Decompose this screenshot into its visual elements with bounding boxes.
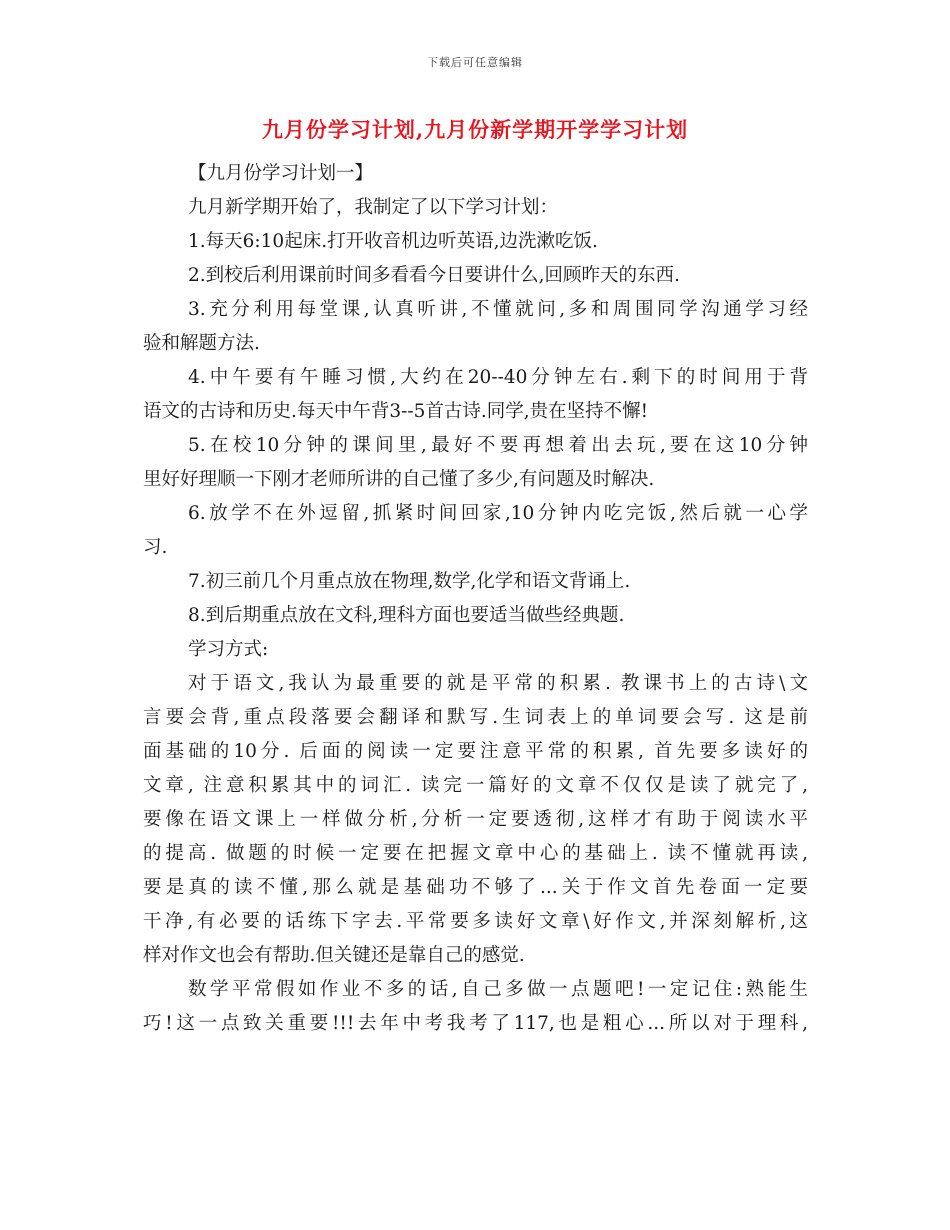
text-line: 4.中午要有午睡习惯,大约在20--40分钟左右.剩下的时间用于背 (188, 367, 808, 388)
text-line: 验和解题方法. (143, 333, 260, 354)
text-line: 巧!这一点致关重要!!!去年中考我考了117,也是粗心...所以对于理科, (143, 1013, 808, 1034)
text-line: 学习方式: (188, 639, 269, 660)
text-line: 1.每天6:10起床.打开收音机边听英语,边洗漱吃饭. (188, 231, 598, 252)
text-line: 8.到后期重点放在文科,理科方面也要适当做些经典题. (188, 605, 625, 626)
text-line: 言要会背,重点段落要会翻译和默写.生词表上的单词要会写. 这是前 (143, 707, 808, 728)
text-line: 干净,有必要的话练下字去.平常要多读好文章\好作文,并深刻解析,这 (143, 911, 808, 932)
text-line: 文章, 注意积累其中的词汇. 读完一篇好的文章不仅仅是读了就完了, (143, 775, 808, 796)
text-line: 九月新学期开始了，我制定了以下学习计划： (188, 197, 559, 218)
text-line: 样对作文也会有帮助.但关键还是靠自己的感觉. (143, 945, 525, 966)
text-line: 7.初三前几个月重点放在物理,数学,化学和语文背诵上. (188, 571, 631, 592)
text-line: 习. (143, 537, 168, 558)
text-line: 5.在校10分钟的课间里,最好不要再想着出去玩,要在这10分钟 (188, 435, 808, 456)
text-line: 对于语文,我认为最重要的就是平常的积累. 教课书上的古诗\文 (188, 673, 808, 694)
text-line: 【九月份学习计划一】 (188, 163, 374, 184)
text-line: 6.放学不在外逗留,抓紧时间回家,10分钟内吃完饭,然后就一心学 (188, 503, 808, 524)
text-line: 语文的古诗和历史.每天中午背3--5首古诗.同学,贵在坚持不懈! (143, 401, 649, 422)
document-body (143, 157, 808, 1041)
text-line: 3.充分利用每堂课,认真听讲,不懂就问,多和周围同学沟通学习经 (188, 299, 808, 320)
text-line: 数学平常假如作业不多的话,自己多做一点题吧!一定记住:熟能生 (188, 979, 808, 1000)
text-line: 2.到校后利用课前时间多看看今日要讲什么,回顾昨天的东西. (188, 265, 680, 286)
text-line: 面基础的10分. 后面的阅读一定要注意平常的积累, 首先要多读好的 (143, 741, 808, 762)
text-line: 要是真的读不懂,那么就是基础功不够了...关于作文首先卷面一定要 (143, 877, 808, 898)
text-line: 的提高. 做题的时候一定要在把握文章中心的基础上. 读不懂就再读, (143, 843, 808, 864)
header-note: 下载后可任意编辑 (427, 56, 523, 69)
page-title: 九月份学习计划,九月份新学期开学学习计划 (261, 117, 689, 142)
text-line: 要像在语文课上一样做分析,分析一定要透彻,这样才有助于阅读水平 (143, 809, 808, 830)
text-line: 里好好理顺一下刚才老师所讲的自己懂了多少,有问题及时解决. (143, 469, 655, 490)
